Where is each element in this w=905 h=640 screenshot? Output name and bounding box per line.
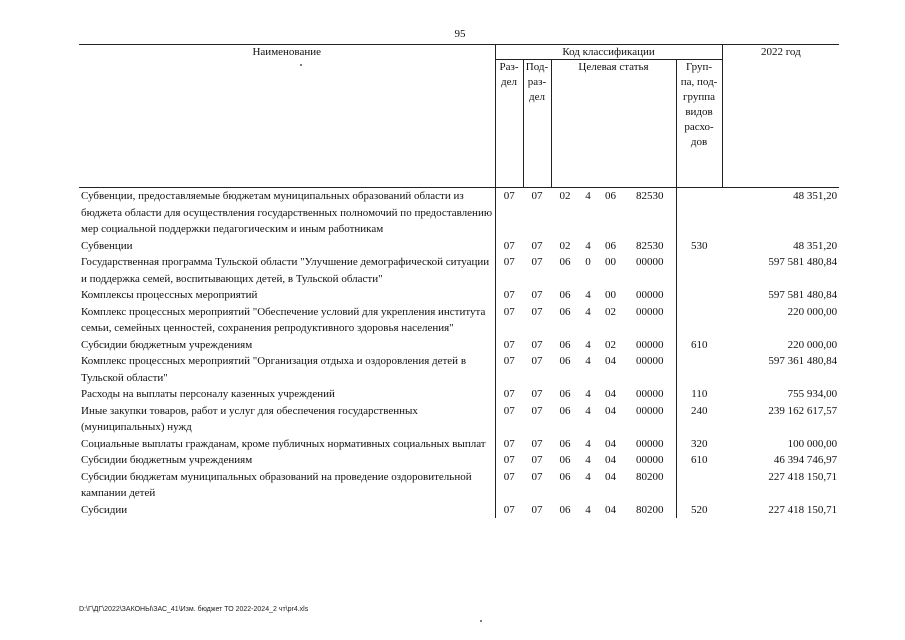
row-target-subprogram: 04 (605, 470, 616, 483)
row-target-type: 4 (585, 470, 591, 483)
row-podrazdel: 07 (531, 289, 543, 301)
row-target-direction: 80200 (624, 502, 676, 519)
table-row (79, 436, 839, 453)
row-expense-type (676, 304, 722, 337)
row-expense-type (676, 287, 722, 304)
row-expense-type: 240 (691, 404, 708, 417)
row-expense-type: 610 (691, 454, 708, 466)
row-razdel: 07 (503, 355, 515, 367)
row-target-type: 4 (585, 190, 591, 202)
row-amount: 597 361 480,84 (768, 355, 838, 367)
row-name: Комплекс процессных мероприятий "Организация отдыха и оздоровления детей в Тульской области" (79, 353, 495, 386)
row-amount: 220 000,00 (787, 338, 838, 351)
row-razdel: 07 (503, 454, 515, 466)
row-amount: 48 351,20 (793, 239, 838, 252)
row-expense-type: 520 (691, 503, 708, 516)
row-target-subprogram: 04 (605, 454, 616, 466)
table-row (79, 452, 839, 469)
table-row (79, 337, 839, 354)
row-podrazdel: 07 (531, 355, 543, 367)
row-amount: 100 000,00 (787, 437, 838, 450)
row-target-type: 4 (585, 404, 591, 417)
row-target-type: 4 (585, 355, 591, 367)
row-razdel: 07 (503, 404, 515, 417)
row-podrazdel: 07 (531, 454, 543, 466)
row-razdel: 07 (503, 338, 515, 351)
row-amount: 227 418 150,71 (768, 503, 838, 516)
row-target-type: 4 (585, 454, 591, 466)
row-target-direction: 00000 (624, 386, 676, 403)
row-amount: 597 581 480,84 (768, 289, 838, 301)
row-razdel: 07 (503, 190, 515, 202)
row-name: Иные закупки товаров, работ и услуг для обеспечения государственных (муниципальных) нужд (79, 403, 495, 436)
file-path-footer: D:\Г\ДГ\2022\ЗАКОНЫ\ЗАС_41\Изм. бюджет ТО 2022-2024_2 чт\pr4.xls (79, 606, 309, 613)
row-name: Субвенции (79, 238, 495, 255)
row-target-direction: 80200 (624, 469, 676, 502)
row-target-subprogram: 04 (605, 503, 616, 516)
scan-speck (480, 620, 482, 622)
row-podrazdel: 07 (531, 338, 543, 351)
row-target-type: 4 (585, 388, 591, 400)
row-podrazdel: 07 (531, 239, 543, 252)
row-target-type: 4 (585, 338, 591, 351)
row-target-direction: 82530 (624, 238, 676, 255)
row-target-subprogram: 06 (605, 239, 616, 252)
row-target-type: 4 (585, 289, 591, 301)
row-amount: 46 394 746,97 (773, 454, 838, 466)
row-target-direction: 00000 (624, 304, 676, 337)
budget-table-container (79, 44, 839, 518)
row-target-program: 06 (559, 355, 571, 367)
row-name: Комплексы процессных мероприятий (79, 287, 495, 304)
page-number: 95 (454, 28, 466, 40)
row-target-program: 06 (559, 338, 571, 351)
header-code-group: Код классификации (495, 45, 722, 60)
row-amount: 220 000,00 (787, 305, 838, 318)
row-target-program: 06 (559, 289, 571, 301)
row-target-program: 06 (559, 437, 571, 450)
table-row (79, 287, 839, 304)
row-name: Субсидии бюджетным учреждениям (79, 452, 495, 469)
header-vid: Груп- па, под- группа видов расхо- дов (676, 60, 722, 188)
row-expense-type (676, 469, 722, 502)
row-expense-type (676, 353, 722, 386)
row-target-direction: 00000 (624, 353, 676, 386)
row-expense-type: 530 (691, 239, 708, 252)
header-year: 2022 год (722, 45, 839, 188)
row-target-direction: 00000 (624, 254, 676, 287)
row-expense-type (676, 188, 722, 238)
row-name: Государственная программа Тульской области "Улучшение демографической ситуации и поддержка семей, воспитывающих детей, в Тульской области" (79, 254, 495, 287)
table-row (79, 386, 839, 403)
row-amount: 239 162 617,57 (768, 404, 838, 417)
row-name: Субвенции, предоставляемые бюджетам муниципальных образований области из бюджета области для осуществления государственных полномочий по предоставлению мер социальной поддержки педагогическим и иным работникам (79, 188, 495, 238)
row-razdel: 07 (503, 289, 515, 301)
row-podrazdel: 07 (531, 388, 543, 400)
row-target-direction: 00000 (624, 436, 676, 453)
header-target-article: Целевая статья (551, 60, 676, 188)
row-razdel: 07 (503, 503, 515, 516)
row-target-program: 06 (559, 404, 571, 417)
row-target-subprogram: 06 (605, 190, 616, 202)
row-target-program: 06 (559, 305, 571, 318)
table-row (79, 469, 839, 502)
header-razdel: Раз- дел (495, 60, 523, 188)
row-podrazdel: 07 (531, 190, 543, 202)
row-expense-type: 320 (691, 437, 708, 450)
row-name: Субсидии бюджетам муниципальных образований на проведение оздоровительной кампании детей (79, 469, 495, 502)
row-target-program: 06 (559, 388, 571, 400)
row-podrazdel: 07 (531, 256, 543, 268)
row-target-subprogram: 00 (605, 289, 616, 301)
row-podrazdel: 07 (531, 470, 543, 483)
row-target-type: 4 (585, 503, 591, 516)
row-name: Социальные выплаты гражданам, кроме публичных нормативных социальных выплат (79, 436, 495, 453)
row-name: Комплекс процессных мероприятий "Обеспечение условий для укрепления института семьи, семейных ценностей, сохранения репродуктивного здоровья населения" (79, 304, 495, 337)
table-row (79, 254, 839, 287)
row-target-direction: 00000 (624, 452, 676, 469)
scan-speck (300, 64, 302, 66)
row-target-program: 06 (559, 503, 571, 516)
row-razdel: 07 (503, 437, 515, 450)
row-podrazdel: 07 (531, 503, 543, 516)
row-name: Субсидии бюджетным учреждениям (79, 337, 495, 354)
row-target-program: 02 (559, 239, 571, 252)
row-name: Расходы на выплаты персоналу казенных учреждений (79, 386, 495, 403)
row-target-program: 06 (559, 256, 571, 268)
row-target-program: 02 (559, 190, 571, 202)
row-razdel: 07 (503, 239, 515, 252)
row-target-direction: 00000 (624, 287, 676, 304)
table-body (79, 188, 839, 519)
row-target-direction: 00000 (624, 403, 676, 436)
row-target-subprogram: 04 (605, 437, 616, 450)
table-row (79, 502, 839, 519)
row-target-subprogram: 04 (605, 388, 616, 400)
row-target-subprogram: 02 (605, 305, 616, 318)
row-amount: 597 581 480,84 (768, 256, 838, 268)
row-target-subprogram: 04 (605, 355, 616, 367)
row-amount: 755 934,00 (787, 388, 838, 400)
row-razdel: 07 (503, 256, 515, 268)
row-expense-type: 610 (691, 338, 708, 351)
row-target-type: 4 (585, 305, 591, 318)
row-podrazdel: 07 (531, 404, 543, 417)
row-podrazdel: 07 (531, 437, 543, 450)
row-razdel: 07 (503, 388, 515, 400)
row-razdel: 07 (503, 470, 515, 483)
row-target-subprogram: 02 (605, 338, 616, 351)
header-podrazdel: Под- раз- дел (523, 60, 551, 188)
row-name: Субсидии (79, 502, 495, 519)
table-row (79, 238, 839, 255)
row-amount: 48 351,20 (793, 190, 838, 202)
row-podrazdel: 07 (531, 305, 543, 318)
table-row (79, 403, 839, 436)
table-row (79, 304, 839, 337)
row-target-program: 06 (559, 470, 571, 483)
row-target-direction: 82530 (624, 188, 676, 238)
row-expense-type: 110 (691, 388, 708, 400)
row-razdel: 07 (503, 305, 515, 318)
header-row-top (79, 45, 839, 60)
row-target-type: 4 (585, 437, 591, 450)
table-row (79, 353, 839, 386)
header-name: Наименование (79, 45, 495, 188)
row-amount: 227 418 150,71 (768, 470, 838, 483)
row-target-type: 0 (585, 256, 591, 268)
row-expense-type (676, 254, 722, 287)
row-target-program: 06 (559, 454, 571, 466)
row-target-type: 4 (585, 239, 591, 252)
table-row (79, 188, 839, 238)
row-target-subprogram: 04 (605, 404, 616, 417)
row-target-subprogram: 00 (605, 256, 616, 268)
budget-table (79, 44, 839, 518)
row-target-direction: 00000 (624, 337, 676, 354)
